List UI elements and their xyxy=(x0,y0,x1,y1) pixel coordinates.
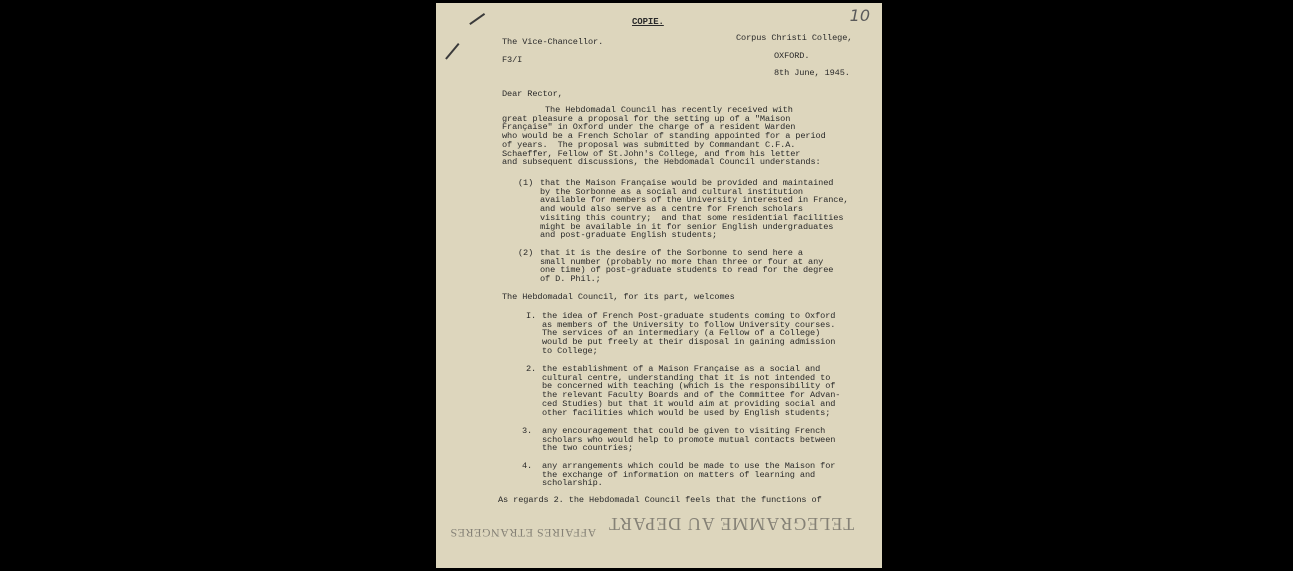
item-line: scholarship. xyxy=(542,478,603,489)
item-line: The services of an intermediary (a Fellow of a College) xyxy=(542,328,821,339)
item-line: other facilities which would be used by English students; xyxy=(542,407,831,418)
item-line: to College; xyxy=(542,345,598,356)
item-line: and post-graduate English students; xyxy=(540,230,717,241)
intro-line: who would be a French Scholar of standing appointed for a period xyxy=(502,131,826,142)
item-line: one time) of post-graduate students to read for the degree xyxy=(540,265,834,276)
item-line: that it is the desire of the Sorbonne to send here a xyxy=(540,248,803,258)
intro-line: Française" in Oxford under the charge of a resident Warden xyxy=(502,122,796,133)
bleed-through-stamp: TELEGRAMME AU DEPART xyxy=(608,514,855,534)
sender-line-2: OXFORD. xyxy=(774,51,810,61)
item-number: 3. xyxy=(522,426,533,436)
reference: F3/I xyxy=(502,55,523,65)
intro-line: The Hebdomadal Council has recently received with xyxy=(545,105,793,115)
intro-line: of years. The proposal was submitted by Commandant C.F.A. xyxy=(502,139,796,150)
salutation: Dear Rector, xyxy=(502,89,563,99)
item-line: available for members of the University interested in France, xyxy=(540,195,849,206)
item-line: the exchange of information on matters of learning and xyxy=(542,469,816,480)
item-number: 2. xyxy=(526,364,537,374)
closing-line: As regards 2. the Hebdomadal Council feels that the functions of xyxy=(498,495,822,505)
item-number: 4. xyxy=(522,461,533,471)
document-title: COPIE. xyxy=(632,17,664,27)
item-line: any arrangements which could be made to use the Maison for xyxy=(542,461,836,471)
welcomes-intro: The Hebdomadal Council, for its part, welcomes xyxy=(502,292,735,302)
item-line: would be put freely at their disposal in gaining admission xyxy=(542,337,836,348)
item-line: the two countries; xyxy=(542,443,634,454)
intro-line: and subsequent discussions, the Hebdomadal Council understands: xyxy=(502,157,821,168)
intro-line: Schaeffer, Fellow of St.John's College, and from his letter xyxy=(502,148,801,159)
page-number: 10 xyxy=(849,6,870,25)
item-number: (2) xyxy=(518,248,534,258)
item-number: I. xyxy=(526,311,537,321)
item-line: of D. Phil.; xyxy=(540,274,601,285)
item-number: (1) xyxy=(518,178,534,188)
item-line: visiting this country; and that some residential facilities xyxy=(540,212,844,223)
item-line: the idea of French Post-graduate students coming to Oxford xyxy=(542,311,836,321)
document-page xyxy=(436,3,882,568)
pencil-mark xyxy=(469,13,485,25)
addressee: The Vice-Chancellor. xyxy=(502,37,604,47)
pencil-mark xyxy=(445,43,459,60)
bleed-through-stamp-small: AFFAIRES ETRANGERES xyxy=(450,526,597,540)
sender-line-1: Corpus Christi College, xyxy=(736,33,853,43)
letter-date: 8th June, 1945. xyxy=(774,68,850,78)
item-line: by the Sorbonne as a social and cultural institution xyxy=(540,186,803,197)
item-line: might be available in it for senior English undergraduates xyxy=(540,221,834,232)
item-line: any encouragement that could be given to visiting French xyxy=(542,426,826,436)
item-line: that the Maison Française would be provided and maintained xyxy=(540,178,834,188)
item-line: be concerned with teaching (which is the responsibility of xyxy=(542,381,836,392)
item-line: the relevant Faculty Boards and of the Committee for Advan- xyxy=(542,390,841,401)
item-line: scholars who would help to promote mutual contacts between xyxy=(542,434,836,445)
item-line: ced Studies) but that it would aim at providing social and xyxy=(542,398,836,409)
item-line: and would also serve as a centre for French scholars xyxy=(540,204,803,215)
item-line: small number (probably no more than three or four at any xyxy=(540,256,824,267)
item-line: the establishment of a Maison Française as a social and xyxy=(542,364,821,374)
intro-line: great pleasure a proposal for the setting up of a "Maison xyxy=(502,113,791,124)
item-line: cultural centre, understanding that it is not intended to xyxy=(542,372,831,383)
item-line: as members of the University to follow University courses. xyxy=(542,319,836,330)
